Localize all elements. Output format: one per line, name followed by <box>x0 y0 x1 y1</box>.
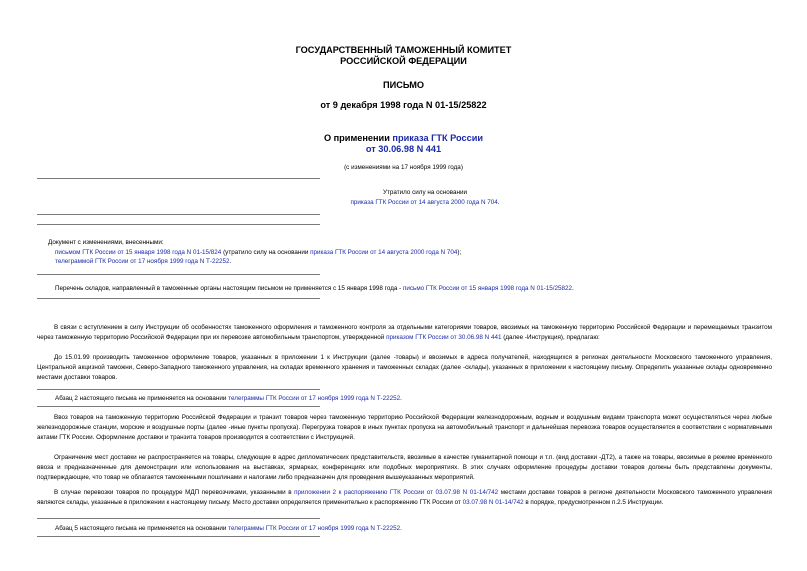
org-line-2: РОССИЙСКОЙ ФЕДЕРАЦИИ <box>340 56 467 66</box>
amendment-item: письмом ГТК России от 15 января 1998 года N 01-15/824 (утратило силу на основании приказа ГТК России от 14 августа 2000 года N 704); <box>55 248 462 256</box>
document-date: от 9 декабря 1998 года N 01-15/25822 <box>320 100 487 110</box>
divider <box>37 518 320 519</box>
paragraph-5: В случае перевозки товаров по процедуре МДП перевозчиками, указанными в приложении 2 к распоряжению ГТК России от 03.07.98 N 01-14/742 местами доставки товаров в регионе деятельности Московского таможенного управления являются склады, указанные в приложении к настоящему письму. Место доставки определяется применительно к распоряжению ГТК России от 03.07.98 N 01-14/742 в порядке, предусмотренном п.2.5 Инструкции. <box>37 489 772 506</box>
divider <box>37 406 320 407</box>
divider <box>37 224 320 225</box>
divider <box>37 214 320 215</box>
subject-prefix: О применении <box>323 133 393 143</box>
document-subject <box>0 133 807 155</box>
note-3-link[interactable]: телеграммы ГТК России от 17 ноября 1999 года N Т-22252 <box>228 525 401 532</box>
changes-note: (с изменениями на 17 ноября 1999 года) <box>344 164 463 171</box>
paragraph-2: До 15.01.99 производить таможенное оформление товаров, указанных в приложении 1 к Инструкции (далее -товары) и ввозимых в адреса получателей, находящихся в регионах деятельности Московского таможенного управления, Центральной акцизной таможни, Северо-Западного таможенного управления, на складах временного хранения и таможенных складах (далее -склады), указанных в приложении к настоящему письму. Определить указанные склады одновременно местами доставки товаров. <box>37 354 772 381</box>
paragraph-4: Ограничение мест доставки не распространяется на товары, следующие в адрес дипломатических представительств, ввозимые в качестве гуманитарной помощи и т.п. (вид доставки -ДТ2), а также на товары, ввозимые в режиме временного ввоза и предназначенные для демонстрации или использования на выставках, ярмарках, конференциях или подобных мероприятиях. В этих случаях оформление процедуры доставки товаров должны быть представлены документы, подтверждающие, что товар не облагается таможенными пошлинами и налогами либо предназначен для проведения вышеуказанных мероприятий. <box>37 454 772 481</box>
paragraph-5-link-appendix[interactable]: приложении 2 к распоряжению ГТК России от 03.07.98 N 01-14/742 <box>294 489 499 496</box>
amendment-link-telegram[interactable]: телеграммой ГТК России от 17 ноября 1999 года N Т-22252 <box>55 258 230 265</box>
amendments-block <box>48 238 461 267</box>
lost-force-notice: Утратило силу на основании приказа ГТК России от 14 августа 2000 года N 704. <box>225 188 625 208</box>
subject-link-order-date[interactable]: от 30.06.98 N 441 <box>365 144 442 154</box>
amendments-intro: Документ с изменениями, внесенными: <box>48 239 164 246</box>
lost-force-link[interactable]: приказа ГТК России от 14 августа 2000 года N 704 <box>350 199 498 206</box>
note-link-letter[interactable]: письмо ГТК России от 15 января 1998 года N 01-15/25822 <box>402 285 572 292</box>
org-line-1: ГОСУДАРСТВЕННЫЙ ТАМОЖЕННЫЙ КОМИТЕТ <box>295 45 512 55</box>
paragraph-1-link[interactable]: приказом ГТК России от 30.06.98 N 441 <box>386 334 502 341</box>
note-warehouse-list: Перечень складов, направленный в таможенные органы настоящим письмом не применяется с 15 января 1998 года - письмо ГТК России от 15 января 1998 года N 01-15/25822. <box>55 285 574 292</box>
divider <box>37 274 320 275</box>
note-2-link[interactable]: телеграммы ГТК России от 17 ноября 1999 года N Т-22252 <box>228 395 401 402</box>
divider <box>37 536 320 537</box>
note-paragraph-2: Абзац 2 настоящего письма не применяется на основании телеграммы ГТК России от 17 ноября 1999 года N Т-22252. <box>55 395 402 402</box>
paragraph-1: В связи с вступлением в силу Инструкции об особенностях таможенного оформления и таможенного контроля за отдельными категориями товаров, ввозимых на таможенную территорию Российской Федерации и перемещаемых транзитом через таможенную территорию Российской Федерации при их перевозке автомобильным транспортом, утвержденной приказом ГТК России от 30.06.98 N 441 (далее -Инструкция), предлагаю: <box>37 324 772 341</box>
amendment-link-order[interactable]: приказа ГТК России от 14 августа 2000 года N 704 <box>310 248 458 256</box>
divider <box>37 178 320 179</box>
amendment-link-letter[interactable]: письмом ГТК России от 15 января 1998 года N 01-15/824 <box>55 248 222 256</box>
lost-force-label: Утратило силу на основании <box>382 189 468 196</box>
issuing-organization <box>0 45 807 67</box>
document-type: ПИСЬМО <box>382 80 425 90</box>
note-paragraph-5: Абзац 5 настоящего письма не применяется на основании телеграммы ГТК России от 17 ноября 1999 года N Т-22252. <box>55 525 402 532</box>
subject-link-order[interactable]: приказа ГТК России <box>392 133 484 143</box>
paragraph-5-link-order[interactable]: 03.07.98 N 01-14/742 <box>462 499 524 506</box>
divider <box>37 389 320 390</box>
divider <box>37 298 320 299</box>
paragraph-3: Ввоз товаров на таможенную территорию Российской Федерации и транзит товаров через таможенную территорию Российской Федерации железнодорожным, водным и воздушным видами транспорта может осуществляться через любые железнодорожные станции, морские и воздушные порты (далее -иные пункты пропуска). Перегрузка товаров в иных пунктах пропуска на автомобильный транспорт и дальнейшая перевозка товаров осуществляется в соответствии с нормативными актами ГТК России. Оформление доставки и транзита товаров производится в соответствии с Инструкцией. <box>37 414 772 441</box>
amendment-item: телеграммой ГТК России от 17 ноября 1999 года N Т-22252. <box>55 258 232 265</box>
